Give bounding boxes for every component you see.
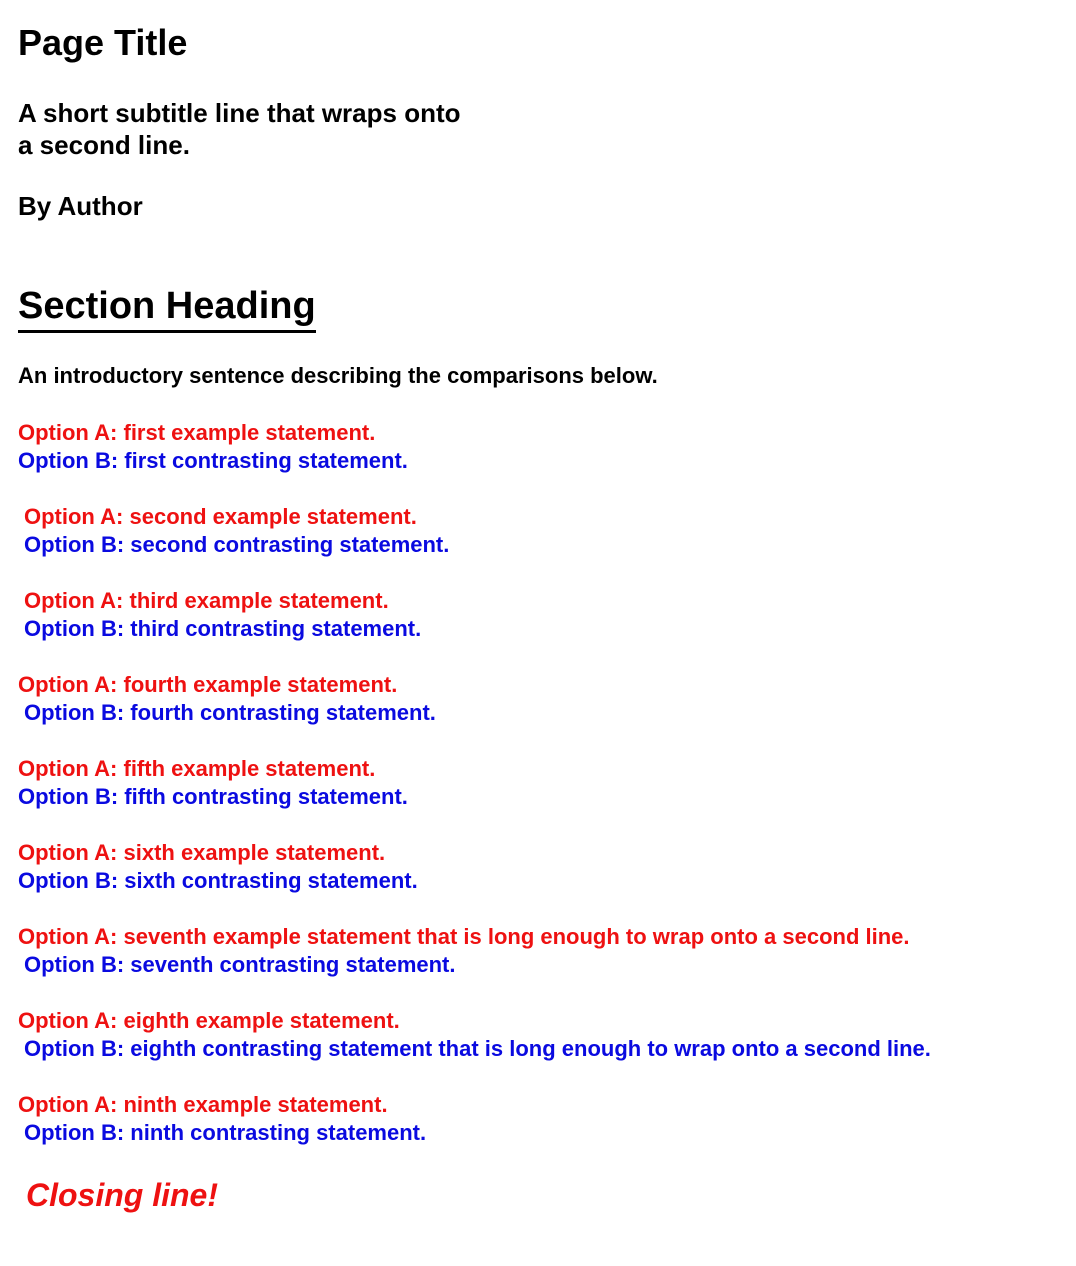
intro-text: An introductory sentence describing the comparisons below.: [18, 363, 658, 389]
comparison-pair: [18, 419, 1058, 475]
line-b: Option B: sixth contrasting statement.: [18, 868, 418, 894]
line-b: Option B: fourth contrasting statement.: [24, 700, 436, 726]
comparison-pair: [18, 671, 1058, 727]
line-b: Option B: fifth contrasting statement.: [18, 784, 408, 810]
line-a: Option A: fourth example statement.: [18, 672, 398, 698]
subtitle: A short subtitle line that wraps onto a second line.: [18, 98, 461, 161]
line-a: Option A: seventh example statement that is long enough to wrap onto a second line.: [18, 924, 910, 950]
line-a: Option A: fifth example statement.: [18, 756, 376, 782]
byline: By Author: [18, 191, 143, 222]
comparison-pair: [18, 839, 1058, 895]
line-a: Option A: third example statement.: [24, 588, 389, 614]
section-heading: Section Heading: [18, 286, 316, 333]
closing-line: Closing line!: [26, 1177, 218, 1214]
page-title: Page Title: [18, 22, 188, 63]
comparison-pair: [18, 1007, 1058, 1063]
line-a: Option A: first example statement.: [18, 420, 376, 446]
comparison-pair: [18, 503, 1058, 559]
comparison-list: [18, 419, 1058, 1147]
line-a: Option A: sixth example statement.: [18, 840, 386, 866]
line-a: Option A: second example statement.: [24, 504, 417, 530]
comparison-pair: [18, 587, 1058, 643]
line-b: Option B: seventh contrasting statement.: [24, 952, 456, 978]
comparison-pair: [18, 1091, 1058, 1147]
line-b: Option B: second contrasting statement.: [24, 532, 450, 558]
comparison-pair: [18, 755, 1058, 811]
line-b: Option B: first contrasting statement.: [18, 448, 408, 474]
line-a: Option A: ninth example statement.: [18, 1092, 388, 1118]
comparison-pair: [18, 923, 1058, 979]
line-b: Option B: eighth contrasting statement that is long enough to wrap onto a second line.: [24, 1036, 931, 1062]
line-b: Option B: ninth contrasting statement.: [24, 1120, 427, 1146]
line-a: Option A: eighth example statement.: [18, 1008, 400, 1034]
line-b: Option B: third contrasting statement.: [24, 616, 422, 642]
